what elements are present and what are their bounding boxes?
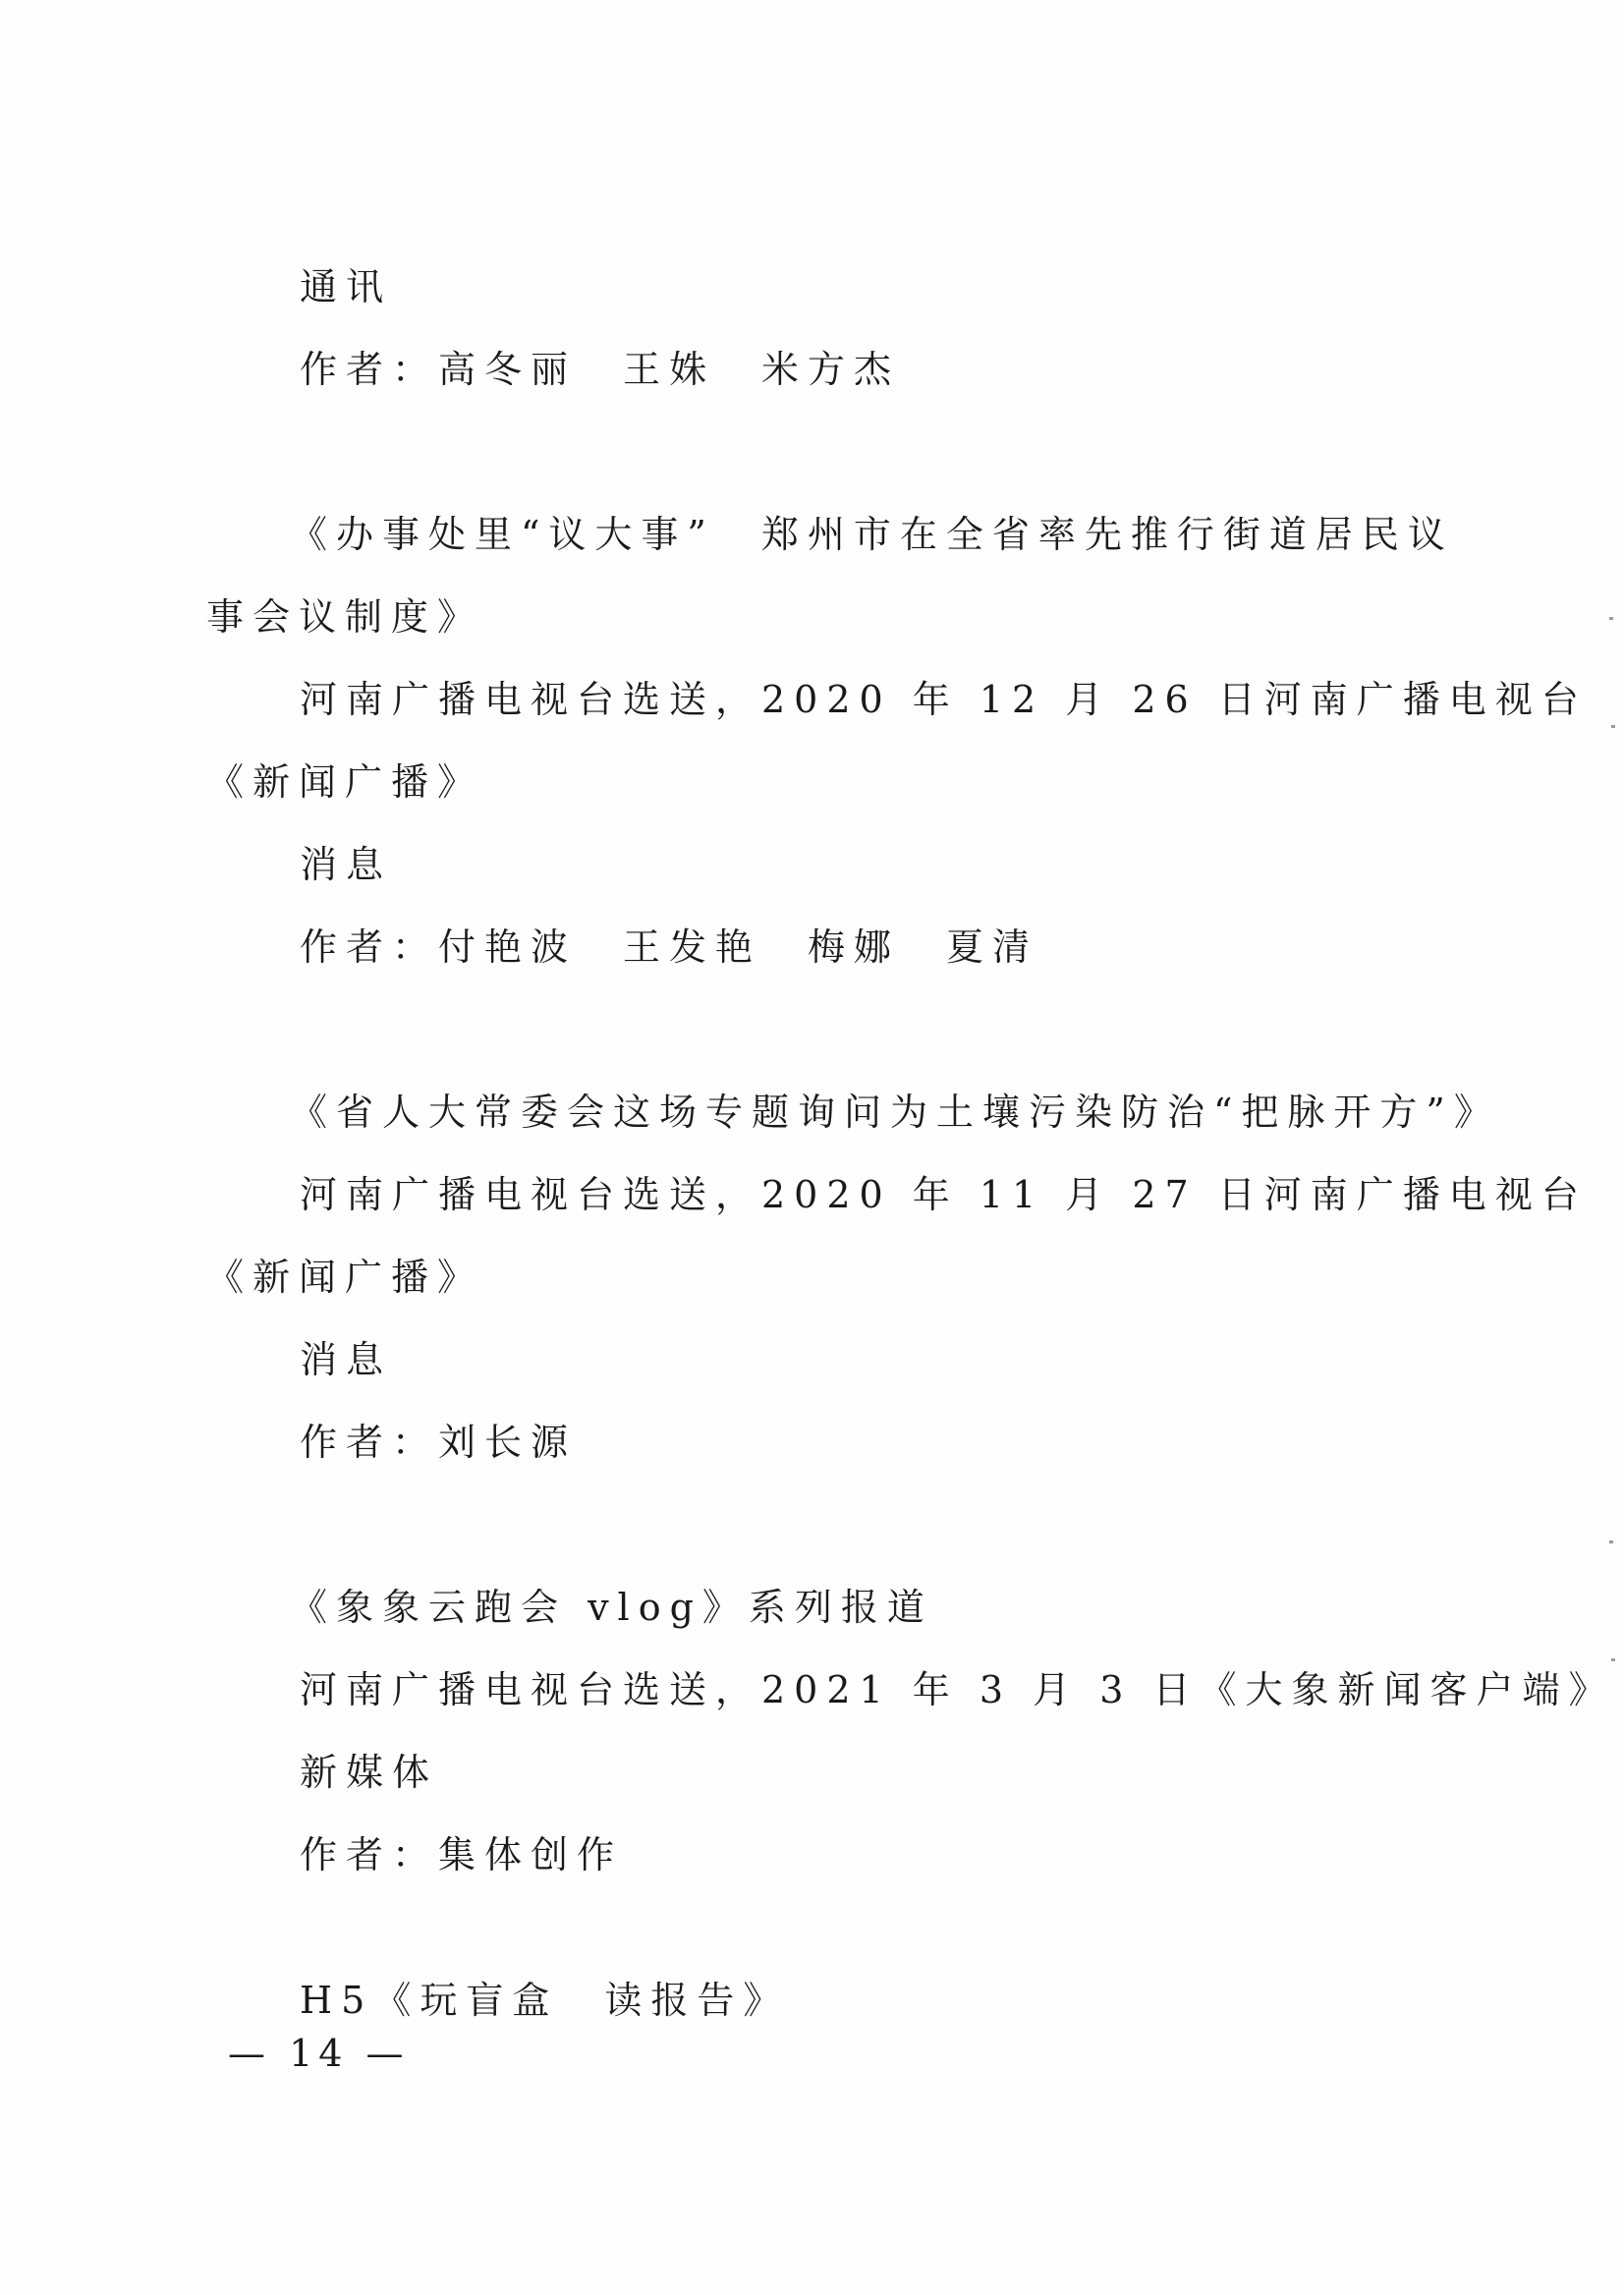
entry-title: 《省人大常委会这场专题询问为土壤污染防治“把脉开方”》: [290, 1091, 1500, 1134]
entry-title: 《办事处里“议大事” 郑州市在全省率先推行街道居民议: [290, 513, 1454, 556]
entry-title: H5《玩盲盒 读报告》: [300, 1979, 790, 2022]
page-number: — 14 —: [228, 2032, 410, 2075]
entry-title: 《象象云跑会 vlog》系列报道: [290, 1586, 933, 1629]
source-line-continued: 《新闻广播》: [206, 760, 484, 804]
category-label: 通讯: [300, 265, 393, 308]
source-line-continued: 《新闻广播》: [206, 1256, 484, 1299]
source-line: 河南广播电视台选送，2021 年 3 月 3 日《大象新闻客户端》: [300, 1668, 1615, 1711]
source-line: 河南广播电视台选送，2020 年 12 月 26 日河南广播电视台: [300, 678, 1588, 721]
category-label: 消息: [300, 843, 393, 886]
category-label: 新媒体: [300, 1751, 439, 1794]
authors-line: 作者：集体创作: [300, 1833, 624, 1876]
scan-speck: [1609, 1540, 1613, 1543]
source-line: 河南广播电视台选送，2020 年 11 月 27 日河南广播电视台: [300, 1173, 1588, 1216]
scan-speck: [1609, 617, 1613, 620]
scan-speck: [1611, 1658, 1615, 1661]
scan-speck: [1611, 725, 1615, 728]
category-label: 消息: [300, 1338, 393, 1381]
entry-title-continued: 事会议制度》: [206, 595, 484, 639]
authors-line: 作者：付艳波 王发艳 梅娜 夏清: [300, 925, 1039, 969]
authors-line: 作者：高冬丽 王姝 米方杰: [300, 348, 901, 391]
authors-line: 作者：刘长源: [300, 1421, 578, 1464]
